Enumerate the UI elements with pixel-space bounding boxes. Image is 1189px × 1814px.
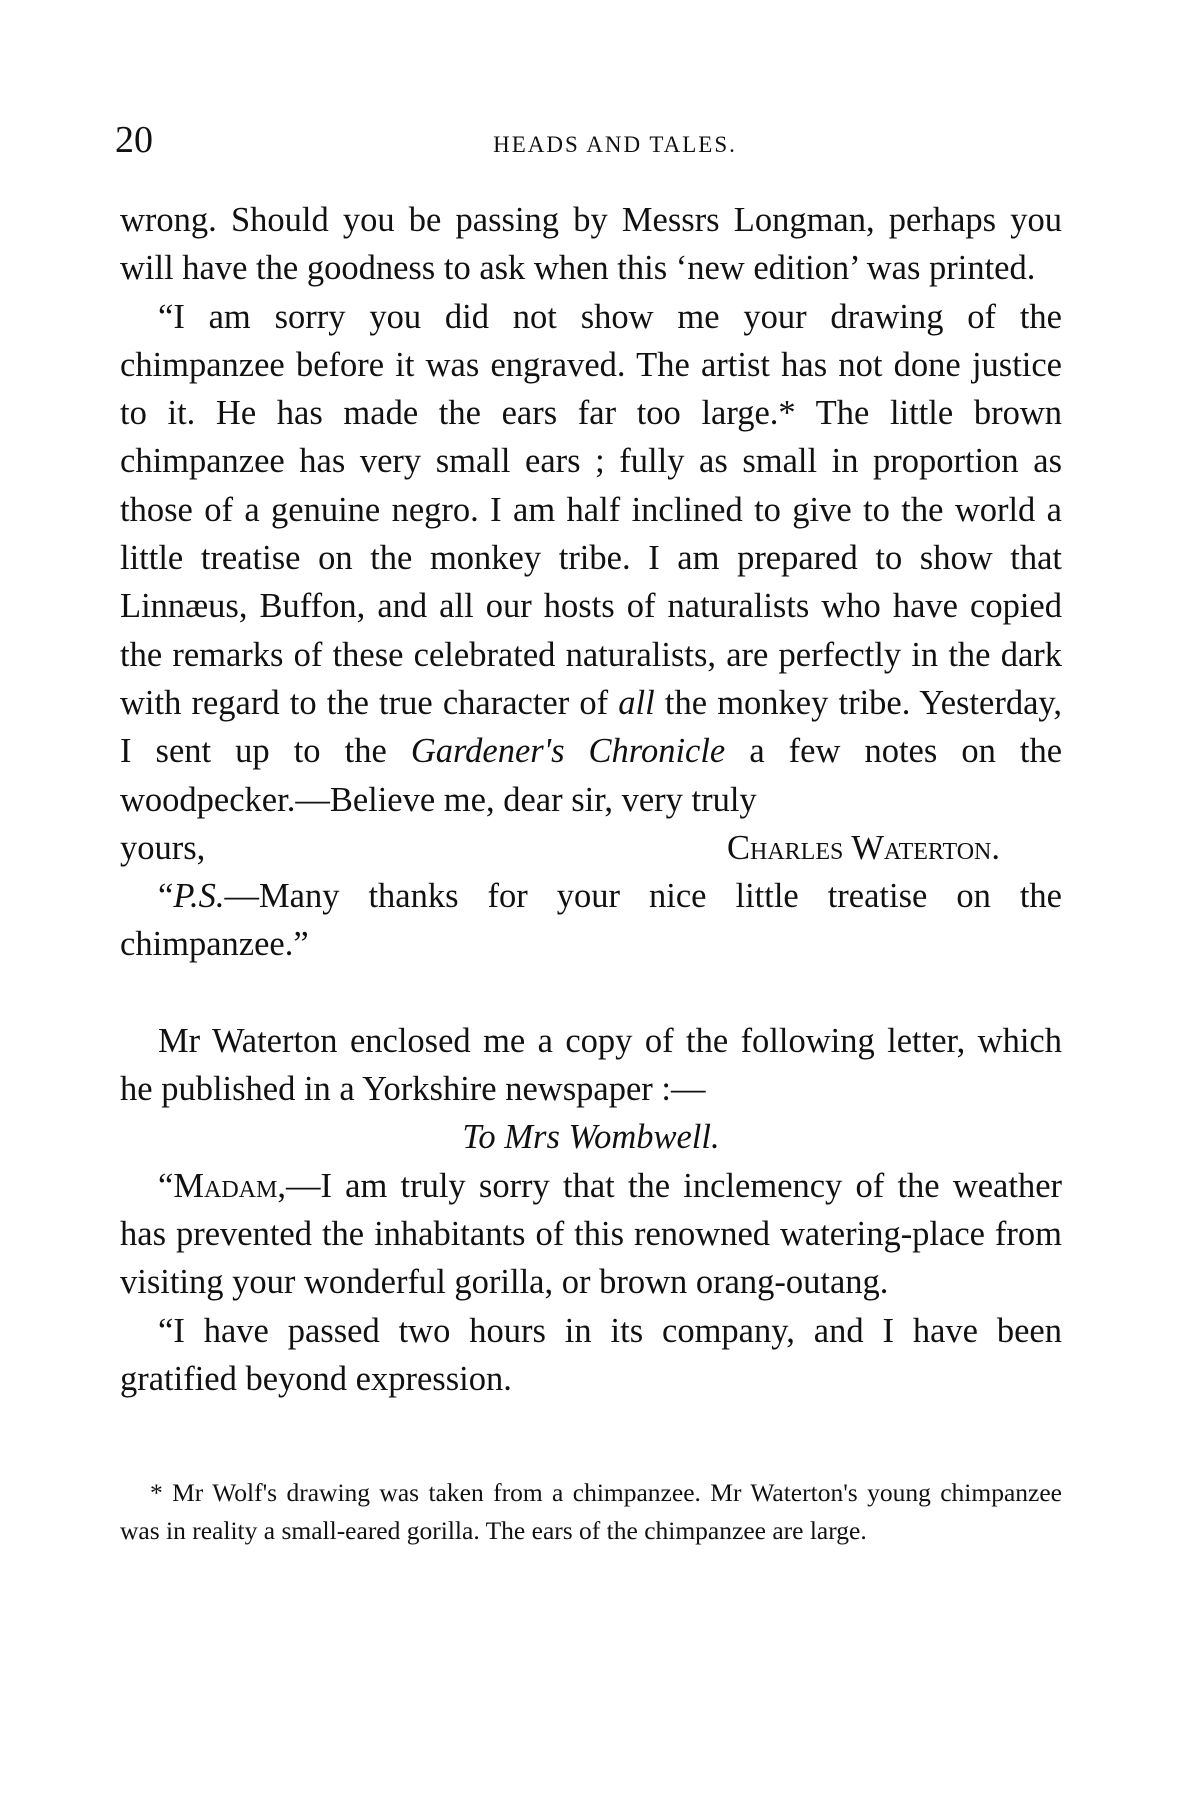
signature-line (120, 824, 1062, 872)
letter-heading (120, 1113, 1062, 1161)
letter-heading-text: To Mrs Wombwell. (462, 1118, 720, 1157)
paragraph-letter-second: “I have passed two hours in its company, and I have been gratified beyond expression. (120, 1311, 1062, 1398)
closing-word: yours, (120, 828, 206, 867)
letter-text-cont: the monkey tribe. Yesterday, I sent up to the (120, 683, 1063, 771)
paragraph-narration: Mr Waterton enclosed me a copy of the following letter, which he published in a Yorkshire newspaper :— (120, 1021, 1062, 1109)
paragraph-continuation: wrong. Should you be passing by Messrs Longman, perhaps you will have the goodness to ask when this ‘new edition’ was printed. (120, 201, 1062, 288)
postscript-label: P.S. (173, 877, 225, 916)
publication-title: Gardener's Chronicle (410, 732, 726, 771)
paragraph-letter-body (120, 293, 1062, 824)
signature: Charles Waterton. (727, 828, 1000, 867)
letter-opening-text: —I am truly sorry that the inclemency of the weather has prevented the inhabitants of this renowned watering-place from visiting your wonderful gorilla, or brown orang-outang. (120, 1166, 1062, 1302)
opening-quote: “ (158, 1166, 174, 1205)
page-number: 20 (115, 119, 153, 161)
footnote-text: * Mr Wolf's drawing was taken from a chimpanzee. Mr Waterton's young chimpanzee was in reality a small-eared gorilla. The ears of the chimpanzee are large. (120, 1478, 1062, 1545)
postscript-quote: “ (158, 877, 174, 916)
page-header (115, 118, 1075, 168)
postscript-text: —Many thanks for your nice little treatise on the chimpanzee.” (120, 877, 1062, 964)
running-title: HEADS AND TALES. (493, 132, 737, 157)
body-text (120, 196, 1062, 1403)
salutation: Madam, (173, 1166, 286, 1205)
letter-text-end: a few notes on the woodpecker.—Believe me, dear sir, very truly (120, 732, 1063, 819)
footnote (120, 1474, 1062, 1550)
letter-text: “I am sorry you did not show me your drawing of the chimpanzee before it was engraved. The artist has not done justice to it. He has made the ears far too large.* The little brown chimpanzee has very small ears ; fully as small in proportion as those of a genuine negro. I am half inclined to give to the world a little treatise on the monkey tribe. I am prepared to show that Linnæus, Buffon, and all our hosts of naturalists who have copied the remarks of these celebrated naturalists, are perfectly in the dark with regard to the true character of (120, 297, 1062, 722)
emphasis-all: all (618, 683, 655, 722)
postscript (120, 872, 1062, 969)
section-gap (120, 969, 1062, 1017)
paragraph-letter-opening (120, 1162, 1062, 1307)
